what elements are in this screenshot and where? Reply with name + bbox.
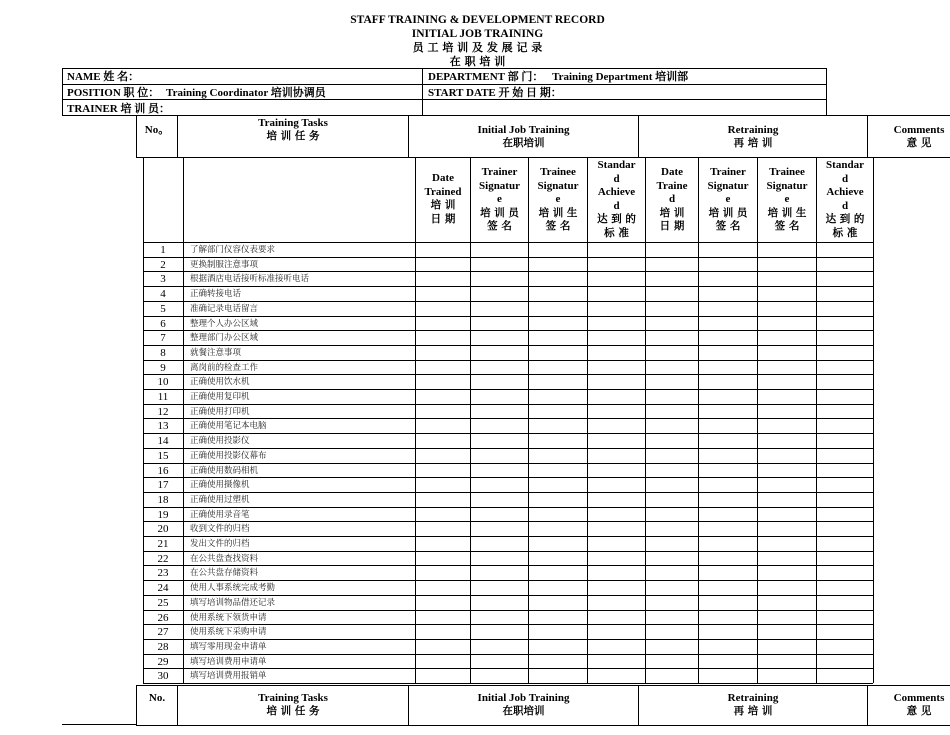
retraining-header-en: Retraining [727, 124, 779, 136]
task-number: 12 [157, 406, 169, 418]
retraining-header-cn: 再 培 训 [733, 137, 773, 149]
task-number: 16 [157, 465, 169, 477]
subheader-en: Trainer Signatur e [479, 166, 520, 206]
comments-header-en: Comments [893, 124, 945, 136]
subheader-cn: 培 训 生 签 名 [767, 206, 807, 233]
department-value: Training Department 培训部 [552, 71, 689, 83]
footer-comments-header [868, 692, 950, 718]
tasks-header-cn: 培 训 任 务 [266, 130, 320, 142]
task-description: 使用系统下采购申请 [190, 627, 267, 637]
task-description: 在公共盘存储资料 [190, 568, 259, 578]
task-description: 就餐注意事项 [190, 348, 242, 358]
task-number: 19 [157, 509, 169, 521]
task-description: 收到文件的归档 [190, 524, 250, 534]
footer-initial-header [409, 692, 638, 718]
doc-subtitle-en: INITIAL JOB TRAINING [411, 28, 544, 40]
task-number: 10 [157, 376, 169, 388]
task-number: 25 [157, 597, 169, 609]
position-label: POSITION 职 位： [67, 87, 160, 99]
subheader-en: Standar d Achieve d [597, 159, 636, 212]
subheader-cn: 培 训 员 签 名 [480, 206, 519, 233]
task-number: 29 [157, 656, 169, 668]
initial-subheader-2 [471, 166, 528, 234]
task-number: 3 [160, 273, 166, 285]
subheader-en: Trainee Signatur e [766, 166, 808, 206]
task-description: 填写培训费用报销单 [190, 671, 267, 681]
task-number: 18 [157, 494, 169, 506]
task-number: 9 [160, 362, 166, 374]
footer-initial-en: Initial Job Training [477, 692, 570, 704]
task-number: 14 [157, 435, 169, 447]
trainer-label: TRAINER 培 训 员： [67, 103, 170, 115]
retraining-subheader-1 [646, 166, 698, 234]
task-number: 17 [157, 479, 169, 491]
task-description: 使用人事系统完成考勤 [190, 583, 276, 593]
doc-title-en: STAFF TRAINING & DEVELOPMENT RECORD [350, 14, 605, 26]
task-description: 正确使用投影仪幕布 [190, 451, 267, 461]
task-number: 15 [157, 450, 169, 462]
name-label: NAME 姓 名： [67, 71, 140, 83]
task-description: 离岗前的检查工作 [190, 363, 259, 373]
initial-subheader-1 [416, 172, 470, 226]
footer-tasks-en: Training Tasks [258, 692, 328, 704]
task-number: 11 [157, 391, 169, 403]
task-number: 20 [157, 523, 169, 535]
task-description: 更换制服注意事项 [190, 260, 259, 270]
task-description: 填写零用现金申请单 [190, 642, 267, 652]
doc-title-cn: 员 工 培 训 及 发 展 记 录 [412, 41, 543, 54]
retraining-subheader-4 [817, 159, 873, 241]
task-description: 正确使用复印机 [190, 392, 250, 402]
task-description: 整理个人办公区域 [190, 319, 259, 329]
task-number: 5 [160, 303, 166, 315]
task-number: 26 [157, 612, 169, 624]
task-description: 正确转接电话 [190, 289, 242, 299]
task-number: 13 [157, 420, 169, 432]
task-description: 正确使用过塑机 [190, 495, 250, 505]
department-field [428, 70, 688, 84]
initial-subheader-3 [529, 166, 587, 234]
footer-retraining-en: Retraining [727, 692, 779, 704]
task-number: 1 [160, 244, 166, 256]
task-description: 填写培训费用申请单 [190, 657, 267, 667]
task-description: 发出文件的归档 [190, 539, 250, 549]
col-tasks-header [178, 117, 408, 143]
task-number: 27 [157, 626, 169, 638]
task-description: 正确使用笔记本电脑 [190, 421, 267, 431]
col-no-header: No。 [144, 124, 170, 136]
doc-subtitle-cn: 在 职 培 训 [449, 55, 506, 68]
task-description: 整理部门办公区域 [190, 333, 259, 343]
subheader-cn: 培 训 日 期 [430, 199, 456, 225]
task-number: 4 [160, 288, 166, 300]
footer-retraining-header [639, 692, 867, 718]
retraining-subheader-2 [699, 166, 757, 234]
task-description: 正确使用摄像机 [190, 480, 250, 490]
task-description: 在公共盘查找资料 [190, 554, 259, 564]
task-description: 使用系统下领货申请 [190, 613, 267, 623]
task-number: 30 [157, 670, 169, 682]
subheader-cn: 培 训 生 签 名 [538, 206, 578, 233]
task-number: 7 [160, 332, 166, 344]
task-number: 2 [160, 259, 166, 271]
subheader-en: Date Traine d [656, 166, 688, 206]
task-description: 正确使用饮水机 [190, 377, 250, 387]
task-description: 正确使用打印机 [190, 407, 250, 417]
footer-no-header: No. [148, 692, 166, 704]
col-comments-header [868, 124, 950, 150]
task-description: 正确使用数码相机 [190, 466, 259, 476]
footer-comments-cn: 意 见 [906, 705, 932, 717]
position-field [67, 86, 326, 100]
subheader-en: Trainer Signatur e [707, 166, 749, 206]
task-description: 了解部门仪容仪表要求 [190, 245, 276, 255]
footer-tasks-header [178, 692, 408, 718]
task-number: 22 [157, 553, 169, 565]
initial-header-cn: 在职培训 [502, 137, 545, 149]
task-number: 24 [157, 582, 169, 594]
start-date-label: START DATE 开 始 日 期： [428, 87, 562, 99]
department-label: DEPARTMENT 部 门： [428, 71, 544, 83]
subheader-cn: 达 到 的 标 准 [825, 213, 865, 239]
task-number: 23 [157, 567, 169, 579]
subheader-cn: 培 训 员 签 名 [708, 206, 748, 233]
subheader-en: Standar d Achieve d [826, 159, 864, 212]
task-description: 填写培训物品借还记录 [190, 598, 276, 608]
footer-comments-en: Comments [893, 692, 945, 704]
subheader-en: Trainee Signatur e [537, 166, 579, 206]
comments-header-cn: 意 见 [906, 137, 932, 149]
footer-initial-cn: 在职培训 [502, 705, 545, 717]
task-number: 28 [157, 641, 169, 653]
initial-subheader-4 [588, 159, 645, 241]
subheader-cn: 培 训 日 期 [659, 206, 685, 233]
task-number: 6 [160, 318, 166, 330]
tasks-header-en: Training Tasks [258, 117, 328, 129]
footer-tasks-cn: 培 训 任 务 [266, 705, 320, 717]
position-value: Training Coordinator 培训协调员 [166, 87, 326, 99]
subheader-en: Date Trained [424, 172, 462, 198]
task-description: 准确记录电话留言 [190, 304, 259, 314]
task-number: 21 [157, 538, 169, 550]
task-number: 8 [160, 347, 166, 359]
subheader-cn: 达 到 的 标 准 [597, 213, 636, 239]
retraining-subheader-3 [758, 166, 816, 234]
col-initial-header [409, 124, 638, 150]
col-retraining-header [639, 124, 867, 150]
initial-header-en: Initial Job Training [477, 124, 570, 136]
task-description: 根据酒店电话接听标准接听电话 [190, 274, 310, 284]
task-description: 正确使用投影仪 [190, 436, 250, 446]
task-description: 正确使用录音笔 [190, 510, 250, 520]
footer-retraining-cn: 再 培 训 [733, 705, 773, 717]
